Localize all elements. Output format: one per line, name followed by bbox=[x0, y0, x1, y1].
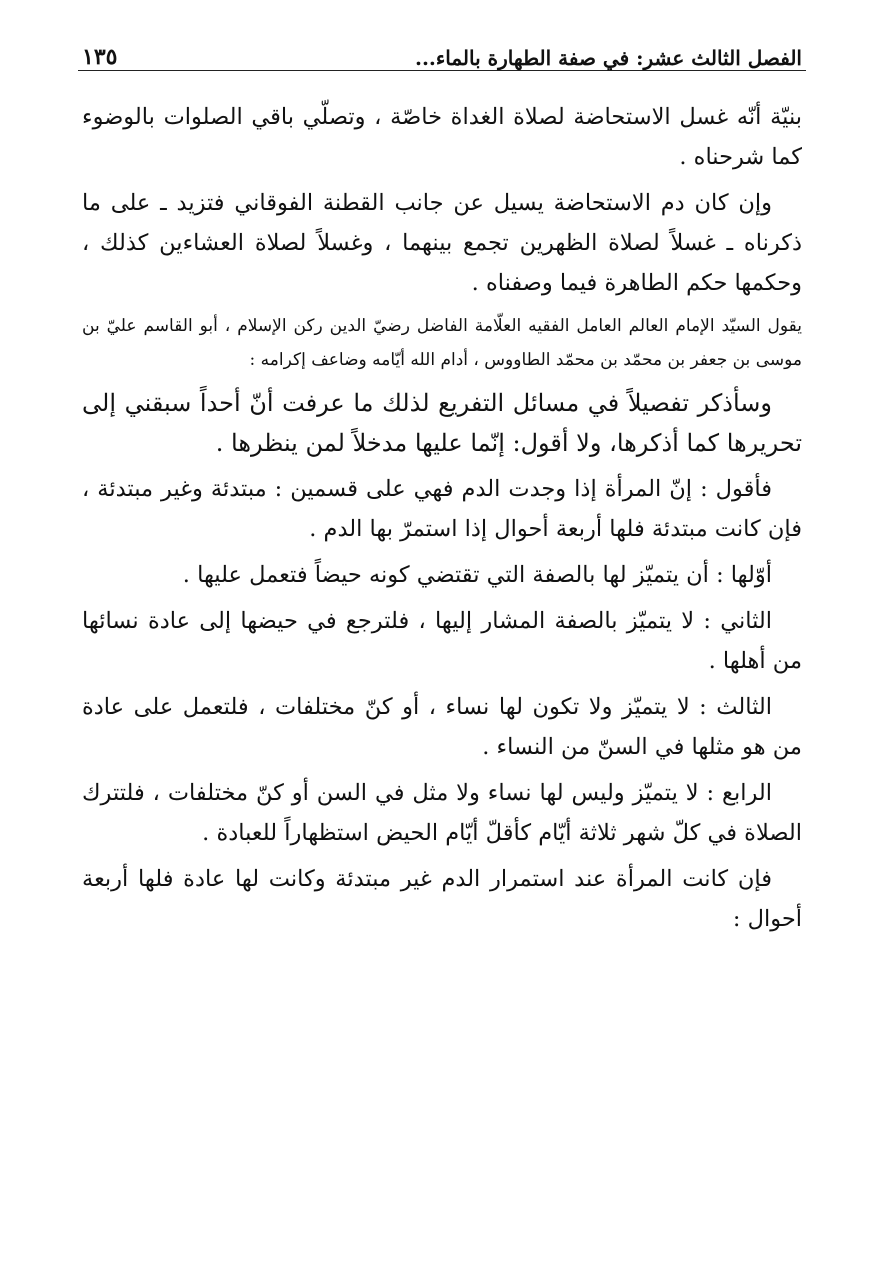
book-page bbox=[78, 34, 806, 945]
paragraph-continuation: بنيّة أنّه غسل الاستحاضة لصلاة الغداة خاصّة ، وتصلّي باقي الصلوات بالوضوء كما شرحناه . bbox=[82, 104, 802, 170]
page-header bbox=[78, 34, 806, 71]
paragraph-two-categories: فأقول : إنّ المرأة إذا وجدت الدم فهي على قسمين : مبتدئة وغير مبتدئة ، فإن كانت مبتدئة فلها أربعة أحوال إذا استمرّ بها الدم . bbox=[82, 476, 802, 542]
paragraph-istihada-flow: وإن كان دم الاستحاضة يسيل عن جانب القطنة الفوقاني فتزيد ـ على ما ذكرناه ـ غسلاً لصلاة الظهرين تجمع بينهما ، وغسلاً لصلاة العشاءين كذلك ، وحكمها حكم الطاهرة فيما وصفناه . bbox=[82, 190, 802, 296]
paragraph-author-intro: وسأذكر تفصيلاً في مسائل التفريع لذلك ما عرفت أنّ أحداً سبقني إلى تحريرها كما أذكرها، ولا أقول: إنّما عليها مدخلاً لمن ينظرها . bbox=[82, 389, 802, 457]
author-attribution-quote: يقول السيّد الإمام العالم العامل الفقيه العلّامة الفاضل رضيّ الدين ركن الإسلام ، أبو القاسم عليّ بن موسى بن جعفر بن محمّد بن محمّد الطاووس ، أدام الله أيّامه وضاعف إكرامه : bbox=[82, 316, 802, 370]
paragraph-case-fourth: الرابع : لا يتميّز وليس لها نساء ولا مثل في السن أو كنّ مختلفات ، فلتترك الصلاة في كلّ شهر ثلاثة أيّام كأقلّ أيّام الحيض استظهاراً للعبادة . bbox=[82, 780, 802, 846]
paragraph-non-beginner: فإن كانت المرأة عند استمرار الدم غير مبتدئة وكانت لها عادة فلها أربعة أحوال : bbox=[82, 866, 802, 932]
running-title: الفصل الثالث عشر: في صفة الطهارة بالماء... bbox=[414, 46, 802, 70]
page-body bbox=[78, 97, 806, 939]
paragraph-case-first: أوّلها : أن يتميّز لها بالصفة التي تقتضي كونه حيضاً فتعمل عليها . bbox=[182, 562, 772, 588]
paragraph-case-third: الثالث : لا يتميّز ولا تكون لها نساء ، أو كنّ مختلفات ، فلتعمل على عادة من هو مثلها في السنّ من النساء . bbox=[82, 694, 802, 760]
page-number: ١٣٥ bbox=[82, 44, 118, 70]
paragraph-case-second: الثاني : لا يتميّز بالصفة المشار إليها ، فلترجع في حيضها إلى عادة نسائها من أهلها . bbox=[82, 608, 802, 674]
